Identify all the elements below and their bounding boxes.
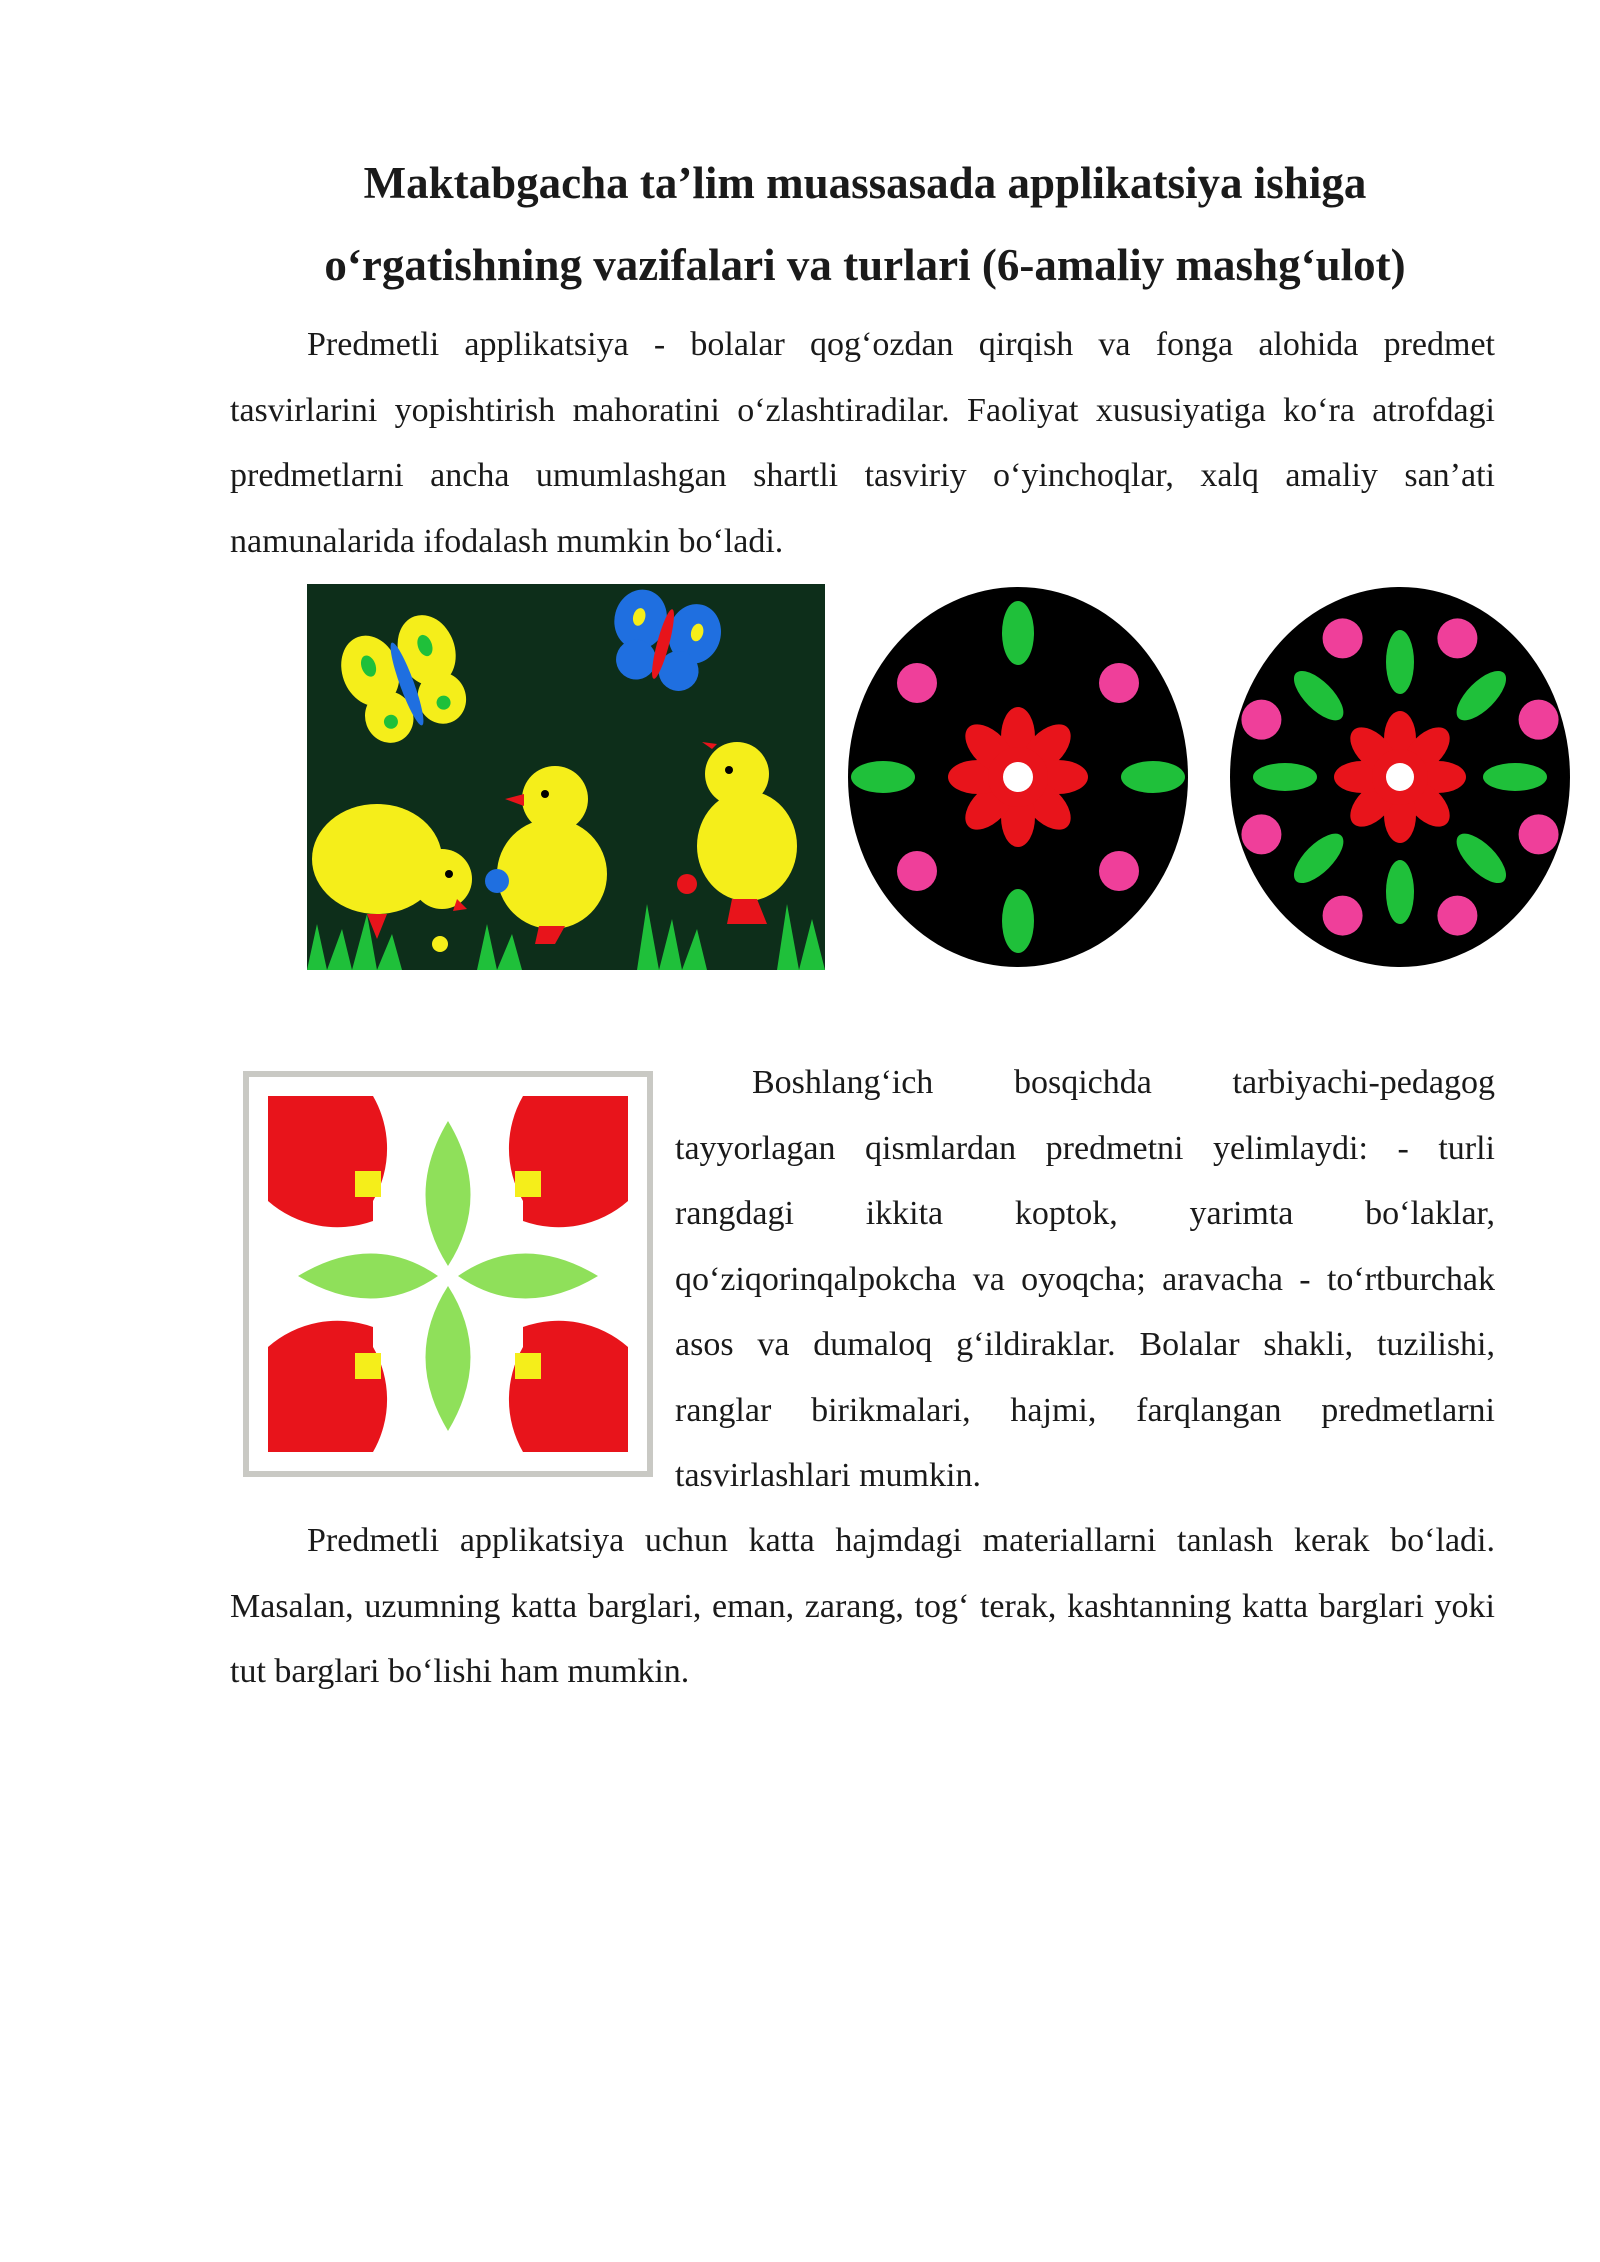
circle-applique-image-2: [1225, 583, 1575, 971]
circle-applique-image-1: [845, 583, 1195, 971]
paragraph-2: Boshlang‘ich bosqichda tarbiyachi-pedagog tayyorlagan qismlardan predmetni yelimlaydi: - turli rangdagi ikkita koptok, yarimta bo‘laklar, qo‘ziqorinqalpokcha va oyoqcha; aravacha - to‘rtburchak asos va dumaloq g‘ildiraklar. Bolalar shakli, tuzilishi, ranglar birikmalari, hajmi, farqlangan predmetlarni tasvirlashlari mumkin.: [675, 1064, 1495, 1494]
paragraph-3: Predmetli applikatsiya uchun katta hajmdagi materiallarni tanlash kerak bo‘ladi. Masalan, uzumning katta barglari, eman, zarang, tog‘ terak, kashtanning katta barglari yoki tut barglari bo‘lishi ham mumkin.: [230, 1522, 1495, 1690]
paragraph-1: Predmetli applikatsiya - bolalar qog‘ozdan qirqish va fonga alohida predmet tasvirlarini yopishtirish mahoratini o‘zlashtiradilar. Faoliyat xususiyatiga ko‘ra atrofdagi predmetlarni ancha umumlashgan shartli tasviriy o‘yinchoqlar, xalq amaliy san’ati namunalarida ifodalash mumkin bo‘ladi.: [230, 326, 1495, 560]
title-line-1: Maktabgacha ta’lim muassasada applikatsiya ishiga: [363, 158, 1367, 208]
document-title: [230, 142, 1500, 306]
chicks-butterflies-applique-image: [307, 584, 825, 970]
title-line-2: o‘rgatishning vazifalari va turlari (6-amaliy mashg‘ulot): [324, 240, 1406, 290]
square-tile-applique-image: [243, 1071, 653, 1477]
